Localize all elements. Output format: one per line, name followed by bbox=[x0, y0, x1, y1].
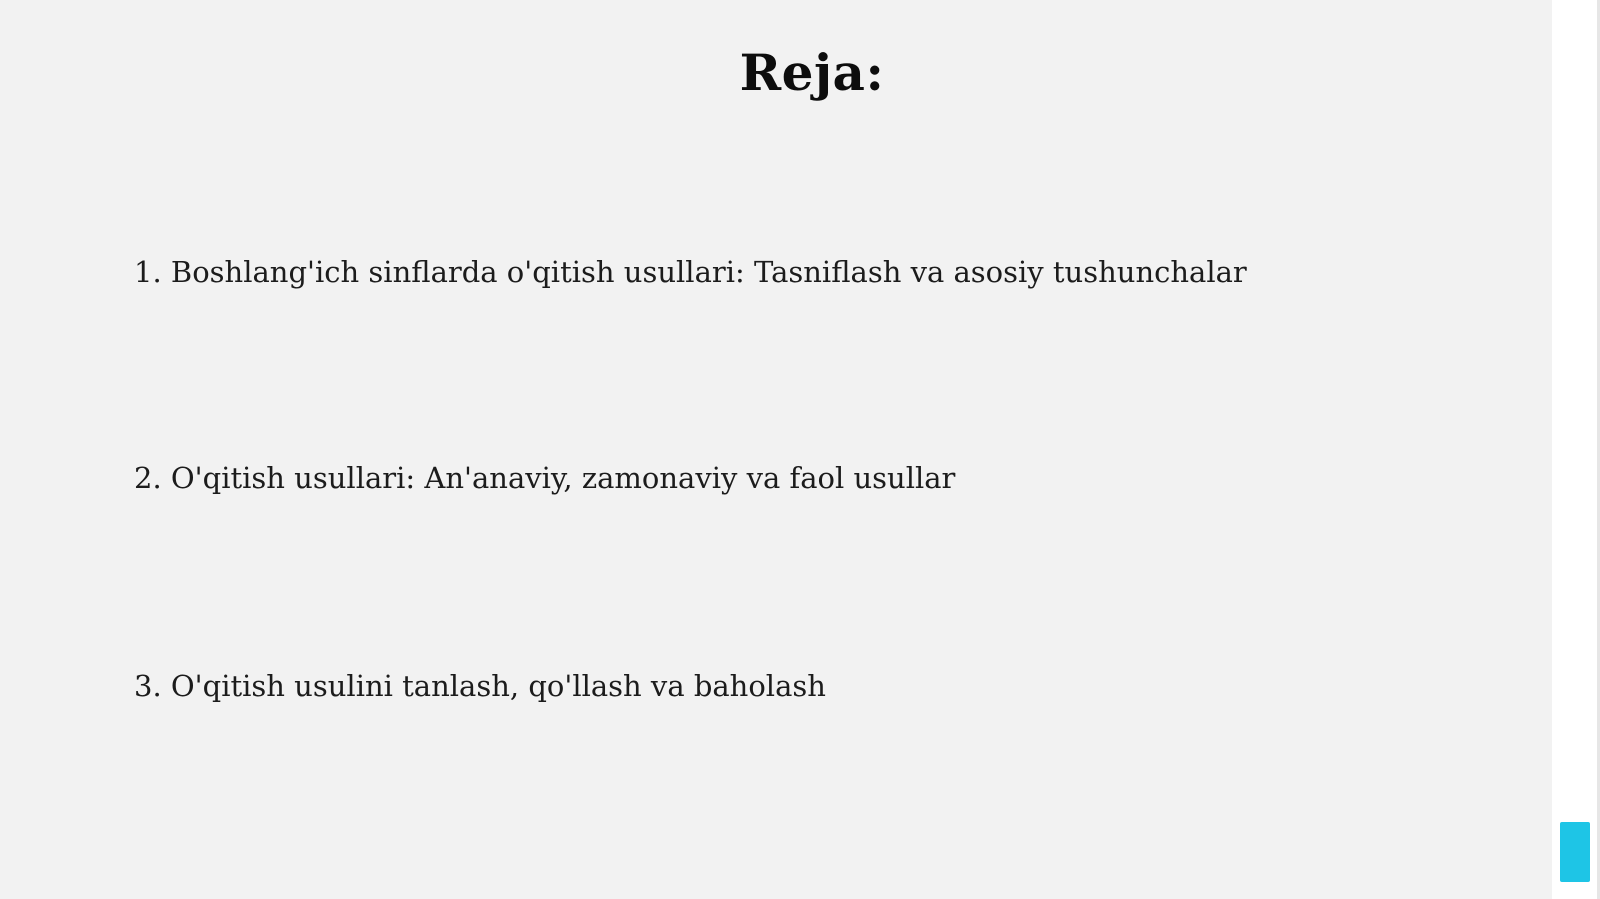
plan-item: 3. O'qitish usulini tanlash, qo'llash va baholash bbox=[134, 669, 826, 703]
slide-title: Reja: bbox=[739, 43, 885, 102]
scrollbar-thumb[interactable] bbox=[1560, 822, 1590, 882]
plan-item: 1. Boshlang'ich sinflarda o'qitish usullari: Tasniflash va asosiy tushunchalar bbox=[134, 255, 1247, 289]
plan-item: 2. O'qitish usullari: An'anaviy, zamonaviy va faol usullar bbox=[134, 461, 956, 495]
scrollbar-track[interactable] bbox=[1552, 0, 1600, 899]
